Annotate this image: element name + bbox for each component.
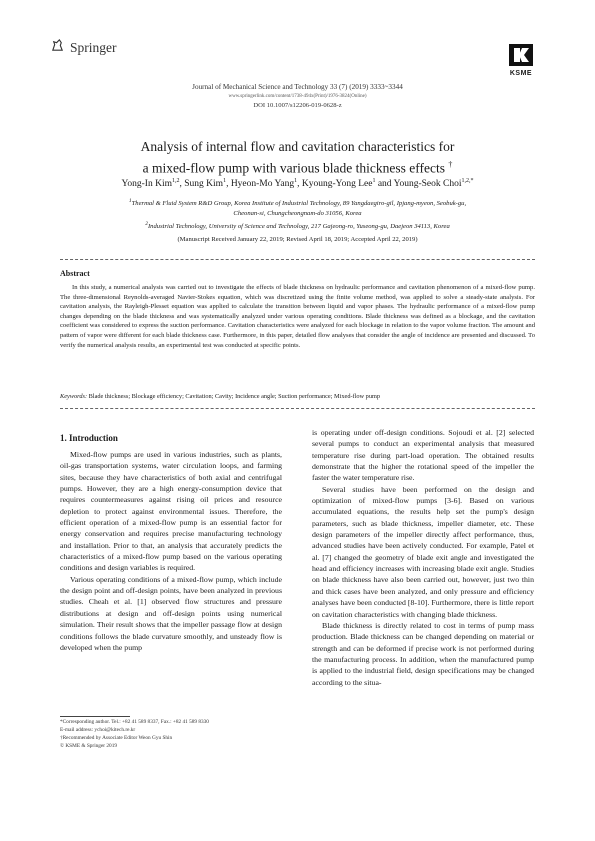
divider-top — [60, 259, 535, 260]
author-name: Young-Seok Choi — [393, 179, 462, 190]
affiliation-sup: 1 — [128, 198, 132, 204]
affiliation-2: Industrial Technology, University of Science and Technology, 217 Gajeong-ro, Yuseong-gu, Daejeon 34113, Korea — [147, 223, 450, 231]
footnote: †Recommended by Associate Editor Weon Gyu Shin — [60, 735, 173, 741]
paragraph: Several studies have been performed on the design and optimization of mixed-flow pumps [3-6]. Based on various accumulated equations, the results help set the pump's design parameters, such as blade thickness, impeller diameter, etc. These design parameters of the impeller directly affect performance, thus, advanced studies have been actively conducted. For example, Patel et al. [7] changed the geometry of blade exit angle and investigated the head and efficiency increases with increasing blade exit angle. Studies on blade thickness have also been carried out, however, just two thin and thick cases have been analyzed, and only pressure and efficiency analyses have been conducted [8-10]. Furthermore, there is little report on cavitation characteristics with changing blade thickness. — [312, 484, 534, 619]
springer-horse-icon — [50, 38, 65, 57]
title-line-1: Analysis of internal flow and cavitation characteristics for — [140, 139, 455, 154]
springer-logo — [50, 38, 117, 57]
divider-bottom — [60, 408, 535, 409]
journal-citation: Journal of Mechanical Science and Technology 33 (7) (2019) 3333~3344 — [192, 83, 403, 91]
ksme-wordmark: KSME — [509, 70, 533, 77]
keywords — [60, 393, 535, 400]
affiliation-1: Thermal & Fluid System R&D Group, Korea Institute of Industrial Technology, 89 Yangdaegiro-gil, Ipjang-myeon, Seobuk-gu, — [131, 200, 467, 208]
author-affiliation-sup: 1 — [294, 178, 298, 184]
keywords-list: Blade thickness; Blockage efficiency; Cavitation; Cavity; Incidence angle; Suction performance; Mixed-flow pump — [88, 393, 381, 400]
author-affiliation-sup: 1 — [223, 178, 227, 184]
author-separator: , — [226, 179, 231, 190]
abstract-heading: Abstract — [60, 269, 90, 278]
author-affiliation-sup: 1,2 — [172, 178, 180, 184]
journal-website: www.springerlink.com/content/1738-494x(Print)/1976-3824(Online) — [228, 94, 367, 99]
footnote: E-mail address: ychoi@kitech.re.kr — [60, 727, 136, 733]
author-name: Hyeon-Mo Yang — [230, 179, 295, 190]
section-heading: 1. Introduction — [60, 433, 118, 443]
manuscript-dates: (Manuscript Received January 22, 2019; Revised April 18, 2019; Accepted April 22, 2019) — [177, 236, 418, 243]
ksme-logo — [503, 42, 539, 77]
author-affiliation-sup: 1 — [372, 178, 376, 184]
ksme-emblem — [506, 42, 536, 68]
footnotes — [60, 718, 282, 750]
author-name: Kyoung-Yong Lee — [301, 179, 373, 190]
author-list — [40, 178, 555, 189]
right-column — [312, 427, 534, 688]
journal-info — [0, 83, 595, 110]
author-separator: and — [375, 179, 394, 190]
left-column — [60, 449, 282, 653]
paragraph: Various operating conditions of a mixed-flow pump, which include the design point and off-design points, have been analyzed in previous studies. Cheah et al. [1] observed flow structures and pressure distributions at design and off-design points using numerical simulation. Their result shows that the impeller passage flow at design conditions follows the blade curvature smoothly, and unsteady flow is developed when the pump — [60, 574, 282, 652]
affiliations — [60, 196, 535, 232]
title-line-2: a mixed-flow pump with various blade thickness effects — [142, 160, 445, 175]
author-name: Sung Kim — [184, 179, 224, 190]
keywords-label: Keywords: — [60, 393, 88, 400]
publisher-name: Springer — [70, 39, 117, 55]
title-dagger: † — [448, 159, 453, 169]
affiliation-sup: 2 — [145, 221, 148, 228]
affiliation-1-cont: Cheonan-si, Chungcheongnam-do 31056, Korea — [233, 210, 362, 218]
paper-title — [60, 138, 535, 177]
paragraph: Mixed-flow pumps are used in various industries, such as plants, oil-gas transportation systems, water circulation loops, and farming sites, because they have characteristics of both axial and centrifugal pumps. However, they are a high energy-consumption device that requires countermeasures against rising oil prices and resource depletion to protect against environmental issues. Therefore, the efficient operation of a mixed-flow pump is an essential factor for energy conservation and requires precise manufacturing technology and installation. Prior to that, an analysis that accurately predicts the characteristics of a mixed-flow pump based on the various operating conditions and design variables is required. — [60, 450, 282, 573]
author-separator: , — [179, 179, 185, 190]
doi: DOI 10.1007/s12206-019-0628-z — [253, 102, 342, 109]
footnote-rule — [60, 716, 130, 717]
author-separator: , — [297, 179, 302, 190]
paragraph: Blade thickness is directly related to cost in terms of pump mass production. Blade thickness can be changed depending on material or strength and can be deformed if precise work is not performed during the manufacturing process. In addition, when the manufactured pump is applied to the industrial field, design specifications may be changed according to the situa- — [312, 620, 534, 687]
author-affiliation-sup: 1,2,* — [461, 178, 474, 184]
abstract-text: In this study, a numerical analysis was carried out to investigate the effects of blade thickness on hydraulic performance and cavitation phenomenon of a mixed-flow pump. The three-dimensional Reynolds-averaged Navier-Stokes equation, which was discretized using the finite volume method, was applied to solve a steady-state analysis. For cavitation analysis, the Rayleigh-Plesset equation was applied to calculate the transition between liquid and vapor phases. The hydraulic performance of a mixed-flow pump changes depending on the blade thickness and was systematically analyzed under various operating conditions. Blade thickness was defined as a blockage, and the cavitation coefficient was considered to express the suction performance. Cavitation characteristics were analyzed for each blockage in relation to the vapor volume fraction. The amount and pattern of vapor were different for each blade thickness case. Furthermore, in this paper, detailed flow analyses that consider the angle of incidence are presented and discussed. To verify the numerical analysis results, an experimental test was conducted at specific points. — [60, 284, 535, 349]
paragraph: is operating under off-design conditions. Sojoudi et al. [2] selected several pumps to conduct an experimental analysis that measured temperature rise during part-load operation. The obtained results demonstrate that the higher the rotational speed of the impeller the faster the water temperature rise. — [312, 428, 534, 483]
footnote: © KSME & Springer 2019 — [60, 743, 117, 749]
author-name: Yong-In Kim — [121, 179, 172, 190]
footnote: *Corresponding author. Tel.: +82 41 589 8337, Fax.: +82 41 589 8330 — [60, 719, 209, 725]
